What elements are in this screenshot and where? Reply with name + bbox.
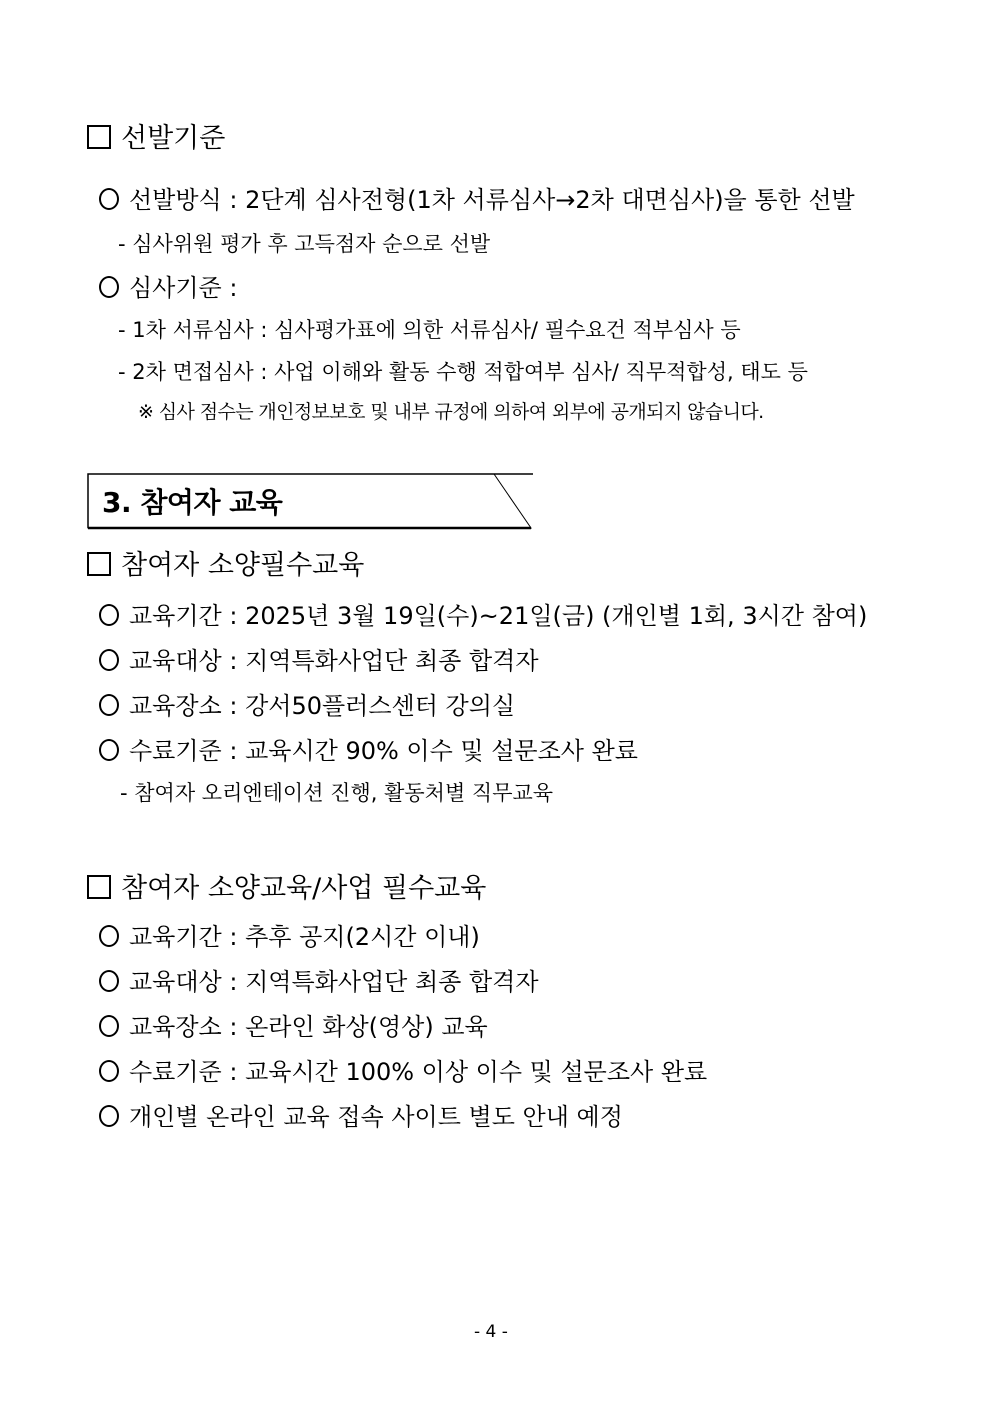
list-item [99,686,515,721]
sub-item: - 2차 면접심사 : 사업 이해와 활동 수행 적합여부 심사/ 직무적합성, 태도 등 [118,360,808,384]
section-heading-online [87,866,486,905]
circle-bullet-icon [99,739,119,761]
square-bullet-icon [87,125,111,149]
section-heading-required [87,543,364,582]
sub-item: - 심사위원 평가 후 고득점자 순으로 선발 [118,232,491,256]
item-text: 심사기준 : [129,274,238,302]
list-item-criteria [99,268,237,303]
list-item [99,917,480,952]
heading-text: 선발기준 [121,123,226,154]
heading-text: 참여자 소양필수교육 [121,550,365,581]
list-item-selection-method [99,180,855,215]
circle-bullet-icon [99,1060,119,1082]
list-item [99,1052,707,1087]
list-item [99,596,867,631]
circle-bullet-icon [99,694,119,716]
heading-text: 참여자 소양교육/사업 필수교육 [121,873,487,904]
circle-bullet-icon [99,1015,119,1037]
page-number: - 4 - [474,1322,508,1342]
circle-bullet-icon [99,604,119,626]
circle-bullet-icon [99,1105,119,1127]
square-bullet-icon [87,875,111,899]
list-item [99,641,539,676]
item-text: 개인별 온라인 교육 접속 사이트 별도 안내 예정 [129,1103,623,1131]
circle-bullet-icon [99,649,119,671]
item-text: 교육기간 : 2025년 3월 19일(수)~21일(금) (개인별 1회, 3시간 참여) [129,602,868,630]
sub-item: - 참여자 오리엔테이션 진행, 활동처별 직무교육 [120,781,554,805]
circle-bullet-icon [99,970,119,992]
item-text: 교육장소 : 강서50플러스센터 강의실 [129,692,516,720]
note-text: ※ 심사 점수는 개인정보보호 및 내부 규정에 의하여 외부에 공개되지 않습니다. [138,401,764,423]
item-text: 수료기준 : 교육시간 100% 이상 이수 및 설문조사 완료 [129,1058,708,1086]
sub-item: - 1차 서류심사 : 심사평가표에 의한 서류심사/ 필수요건 적부심사 등 [118,318,741,342]
section-heading-selection [87,116,225,155]
square-bullet-icon [87,552,111,576]
list-item [99,962,539,997]
chapter-banner [87,473,531,528]
list-item [99,731,638,766]
item-text: 교육장소 : 온라인 화상(영상) 교육 [129,1013,488,1041]
chapter-title: 3. 참여자 교육 [102,486,283,519]
item-text: 수료기준 : 교육시간 90% 이수 및 설문조사 완료 [129,737,638,765]
item-text: 교육대상 : 지역특화사업단 최종 합격자 [129,647,539,675]
item-text: 교육기간 : 추후 공지(2시간 이내) [129,923,480,951]
list-item [99,1007,488,1042]
list-item [99,1097,623,1132]
circle-bullet-icon [99,188,119,210]
circle-bullet-icon [99,925,119,947]
item-text: 교육대상 : 지역특화사업단 최종 합격자 [129,968,539,996]
item-text: 선발방식 : 2단계 심사전형(1차 서류심사→2차 대면심사)을 통한 선발 [129,186,855,214]
circle-bullet-icon [99,276,119,298]
